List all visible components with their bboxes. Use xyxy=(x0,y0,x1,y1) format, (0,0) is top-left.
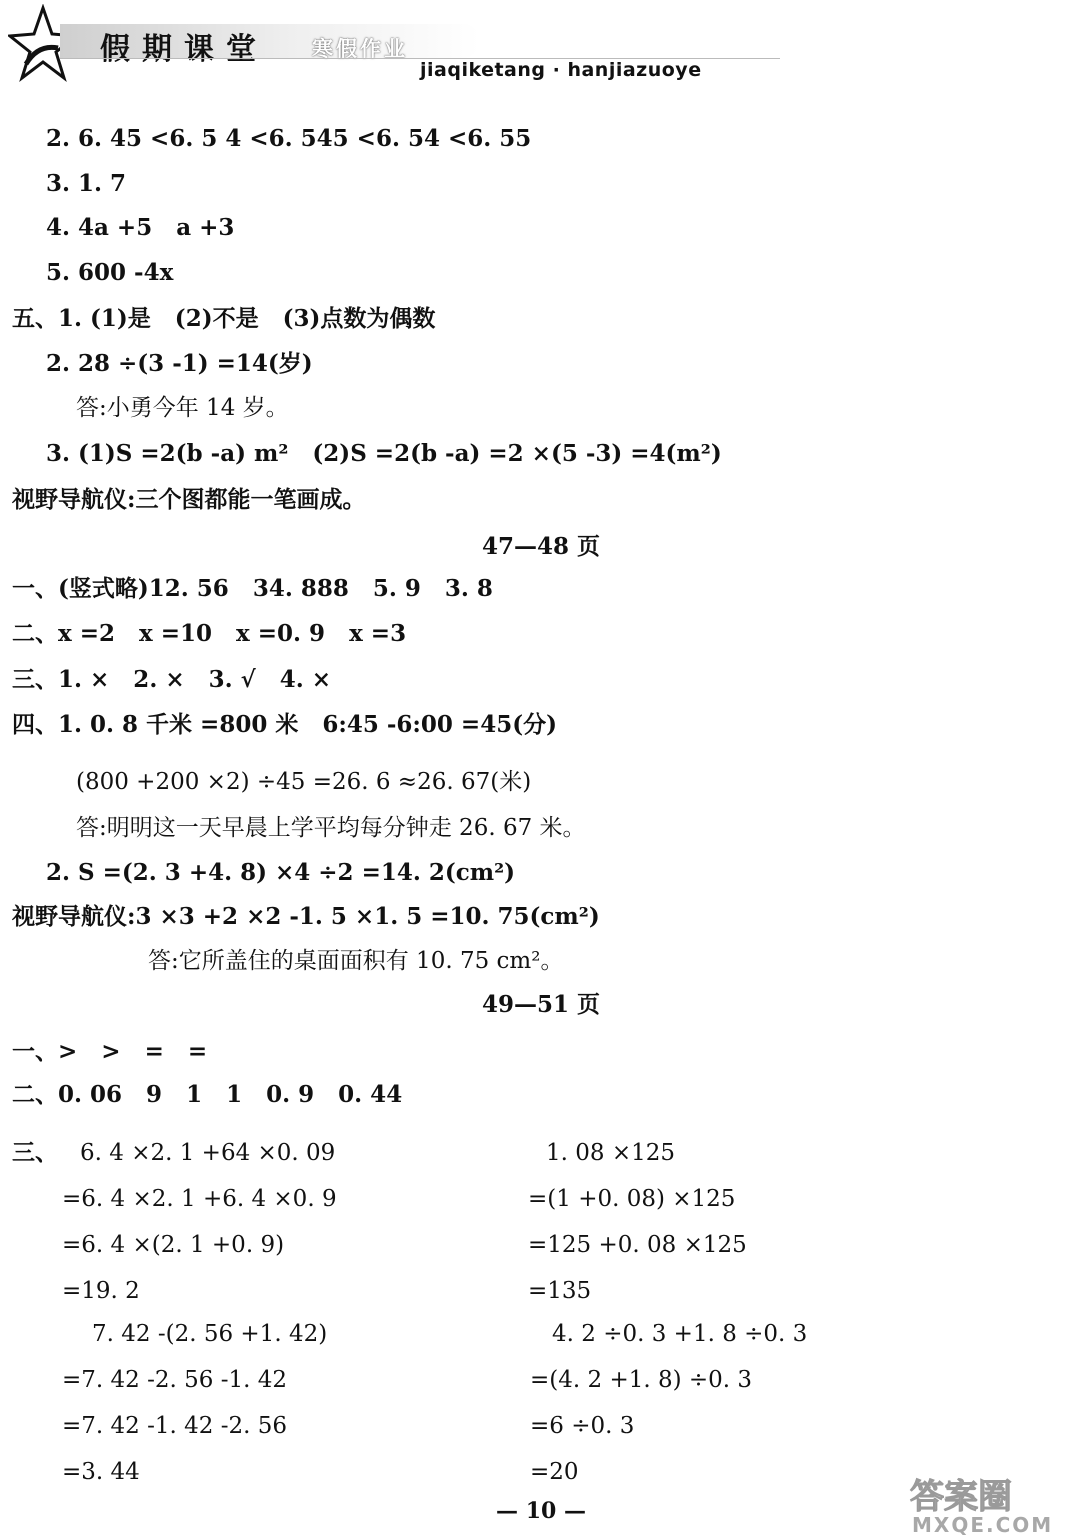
answer-line: 5. 600 -4x xyxy=(46,259,174,286)
answer-line: 二、x =2 x =10 x =0. 9 x =3 xyxy=(12,620,407,647)
header-title: 假期课堂 xyxy=(100,32,268,67)
calc-right-line: =6 ÷0. 3 xyxy=(530,1413,635,1439)
answer-line: 2. 6. 45 <6. 5 4 <6. 545 <6. 54 <6. 55 xyxy=(46,125,532,152)
answer-line: 答:明明这一天早晨上学平均每分钟走 26. 67 米。 xyxy=(76,815,586,841)
section-heading: 47—48 页 xyxy=(481,533,601,560)
logo-url: MXQE.COM xyxy=(912,1513,1054,1536)
answer-line: 一、(竖式略)12. 56 34. 888 5. 9 3. 8 xyxy=(12,575,493,602)
answer-line: 2. 28 ÷(3 -1) =14(岁) xyxy=(46,350,313,377)
calc-left-line: =7. 42 -1. 42 -2. 56 xyxy=(62,1413,288,1439)
calc-left-line: =6. 4 ×(2. 1 +0. 9) xyxy=(62,1232,285,1258)
logo-text: 答案圈 xyxy=(910,1477,1012,1517)
calc-right-line: 4. 2 ÷0. 3 +1. 8 ÷0. 3 xyxy=(552,1321,808,1347)
calc-left-line: =7. 42 -2. 56 -1. 42 xyxy=(62,1367,288,1393)
answer-line: 2. S =(2. 3 +4. 8) ×4 ÷2 =14. 2(cm²) xyxy=(46,859,516,886)
answer-line: 三、 xyxy=(12,1139,58,1166)
watermark-logo-icon xyxy=(900,1470,1070,1536)
calc-right-line: =(1 +0. 08) ×125 xyxy=(528,1186,736,1212)
section-heading: 49—51 页 xyxy=(481,991,601,1018)
answer-line: 五、1. (1)是 (2)不是 (3)点数为偶数 xyxy=(12,305,436,332)
answer-line: 3. (1)S =2(b -a) m² (2)S =2(b -a) =2 ×(5 -3) =4(m²) xyxy=(46,440,722,467)
calc-left-line: =19. 2 xyxy=(62,1278,140,1304)
calc-right-line: =(4. 2 +1. 8) ÷0. 3 xyxy=(530,1367,753,1393)
page-header xyxy=(0,0,1082,95)
calc-right-line: 1. 08 ×125 xyxy=(546,1140,676,1166)
answer-line: 三、1. × 2. × 3. √ 4. × xyxy=(12,666,332,693)
answer-line: 3. 1. 7 xyxy=(46,170,127,197)
answer-line: 答:它所盖住的桌面面积有 10. 75 cm²。 xyxy=(148,948,564,974)
calc-left-line: 6. 4 ×2. 1 +64 ×0. 09 xyxy=(80,1140,336,1166)
answer-line: 视野导航仪:三个图都能一笔画成。 xyxy=(12,486,366,513)
answer-line: 4. 4a +5 a +3 xyxy=(46,214,235,241)
answer-line: 二、0. 06 9 1 1 0. 9 0. 44 xyxy=(12,1081,403,1108)
header-pinyin: jiaqiketang · hanjiazuoye xyxy=(420,59,702,81)
calc-right-line: =20 xyxy=(530,1459,579,1485)
calc-left-line: =3. 44 xyxy=(62,1459,140,1485)
calc-left-line: =6. 4 ×2. 1 +6. 4 ×0. 9 xyxy=(62,1186,337,1212)
calc-right-line: =135 xyxy=(528,1278,592,1304)
answer-line: (800 +200 ×2) ÷45 =26. 6 ≈26. 67(米) xyxy=(76,769,532,795)
page-number: — 10 — xyxy=(496,1498,586,1524)
calc-right-line: =125 +0. 08 ×125 xyxy=(528,1232,747,1258)
calc-left-line: 7. 42 -(2. 56 +1. 42) xyxy=(92,1321,328,1347)
answer-line: 一、> > = = xyxy=(12,1038,208,1065)
answer-line: 视野导航仪:3 ×3 +2 ×2 -1. 5 ×1. 5 =10. 75(cm²) xyxy=(12,903,600,930)
header-subtitle: 寒假作业 xyxy=(312,37,408,61)
answer-line: 四、1. 0. 8 千米 =800 米 6:45 -6:00 =45(分) xyxy=(12,711,557,738)
answer-line: 答:小勇今年 14 岁。 xyxy=(76,395,289,421)
